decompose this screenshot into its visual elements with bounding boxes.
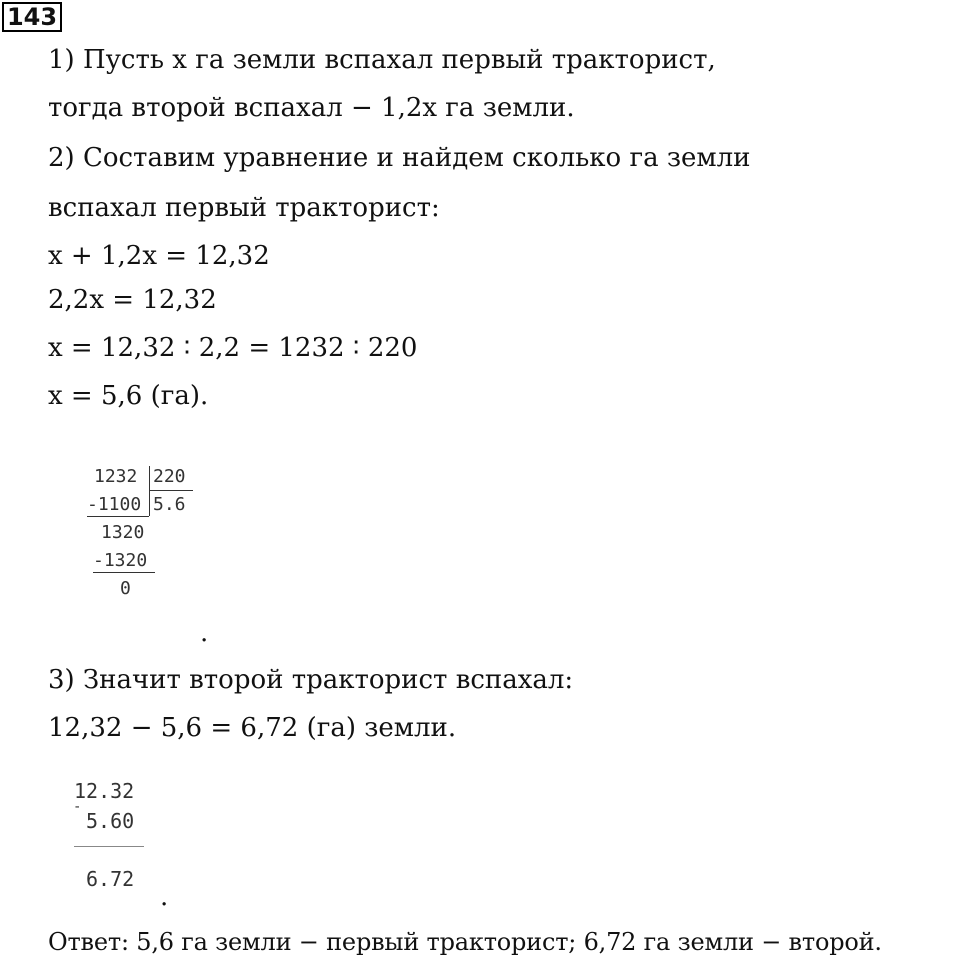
text-line-1: 1) Пусть x га земли вспахал первый тракторист, xyxy=(48,45,716,75)
subtraction-trailing-dot: . xyxy=(160,882,169,912)
subtraction-minuend: 12.32 xyxy=(74,779,135,803)
division-trailing-dot: . xyxy=(200,618,209,648)
division-subtract-2: -1320 xyxy=(93,550,148,571)
division-divisor-underline xyxy=(149,490,193,491)
equation-5: 12,32 − 5,6 = 6,72 (га) земли. xyxy=(48,713,457,743)
equation-3: x = 12,32 ∶ 2,2 = 1232 ∶ 220 xyxy=(48,333,418,363)
equation-4: x = 5,6 (га). xyxy=(48,381,209,411)
division-divisor: 220 xyxy=(153,466,186,487)
division-remainder-2: 0 xyxy=(120,578,131,599)
division-subtract-1-underline xyxy=(87,516,149,517)
division-vertical-bar xyxy=(149,466,150,516)
subtraction-result-line xyxy=(74,846,144,847)
division-quotient: 5.6 xyxy=(153,494,186,515)
equation-1: x + 1,2x = 12,32 xyxy=(48,241,270,271)
division-dividend: 1232 xyxy=(94,466,138,487)
problem-number-box: 143 xyxy=(2,2,62,32)
text-line-3: 2) Составим уравнение и найдем сколько га земли xyxy=(48,143,751,173)
text-line-5: 3) Значит второй тракторист вспахал: xyxy=(48,665,574,695)
division-subtract-1: -1100 xyxy=(87,494,142,515)
equation-2: 2,2x = 12,32 xyxy=(48,285,217,315)
division-subtract-2-underline xyxy=(93,572,155,573)
division-remainder-1: 1320 xyxy=(101,522,145,543)
subtraction-subtrahend: 5.60 xyxy=(86,809,135,833)
subtraction-minus-sign: - xyxy=(73,799,82,815)
answer-line: Ответ: 5,6 га земли − первый тракторист; 6,72 га земли − второй. xyxy=(48,928,882,956)
text-line-2: тогда второй вспахал − 1,2x га земли. xyxy=(48,93,575,123)
subtraction-result: 6.72 xyxy=(86,867,135,891)
text-line-4: вспахал первый тракторист: xyxy=(48,193,440,223)
